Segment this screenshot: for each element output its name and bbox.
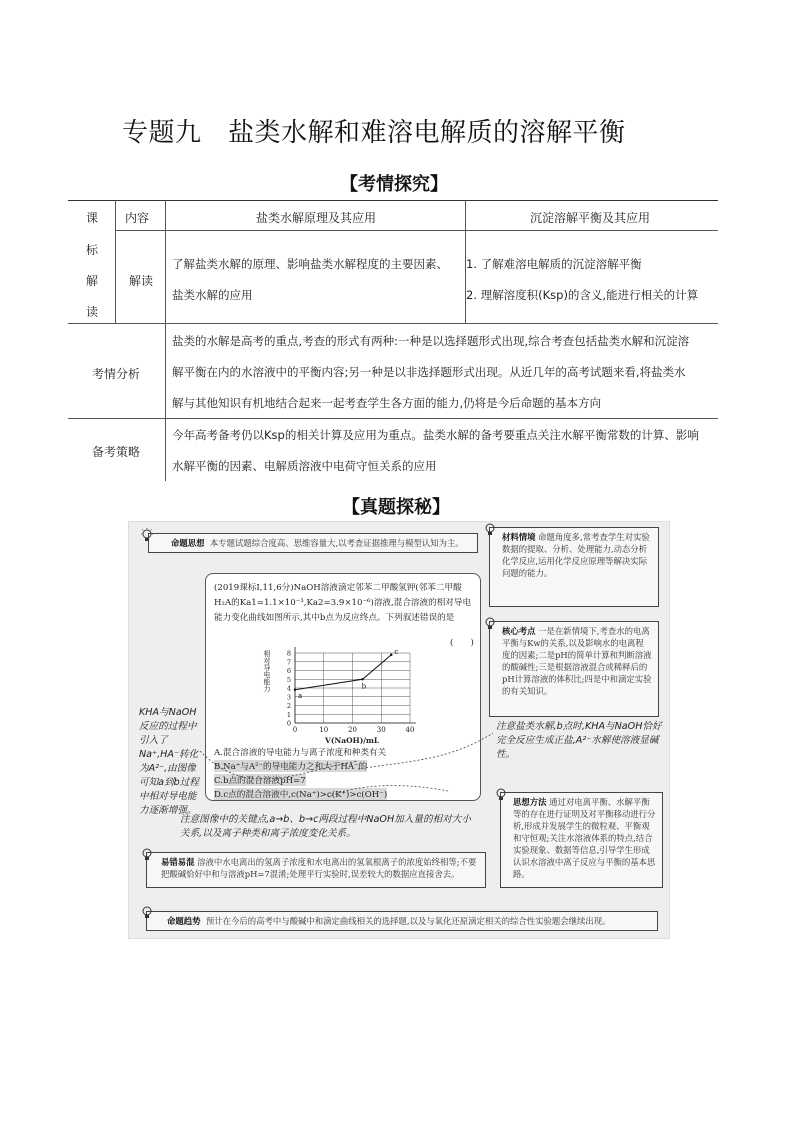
table-row-jiedu: 解读 — [129, 274, 154, 288]
page-title: 专题九 盐类水解和难溶电解质的溶解平衡 — [122, 118, 626, 148]
note-head: 思想方法 — [513, 797, 547, 807]
chart-x-tick-label: 40 — [405, 726, 415, 734]
note-head: 命题思想 — [171, 538, 205, 548]
option-d: D.c点的混合溶液中,c(Na⁺)>c(K⁺)>c(OH⁻) — [214, 790, 388, 800]
chart-x-tick-label: 30 — [376, 726, 386, 734]
note-text: 一是在新情境下,考查水的电离平衡与Kw的关系,以及影响水的电离程度的因素;二是pH的简单计算和判断溶液的酸碱性;三是根据溶液混合或稀释后的pH计算溶液的体积比;四是中和滴定实验的有关知识。 — [502, 626, 652, 696]
chart-y-tick-label: 3 — [286, 693, 291, 702]
jiedu-b-line: 1. 了解难溶电解质的沉淀溶解平衡 — [466, 257, 642, 271]
option-b: B.Na⁺与A²⁻的导电能力之和大于HA⁻的 — [214, 762, 368, 772]
annotation-bottom: 注意图像中的关键点,a→b、b→c两段过程中NaOH加入量的相对大小关系,以及离子种类和离子浓度变化关系。 — [180, 814, 471, 839]
table-header-chendian: 沉淀溶解平衡及其应用 — [530, 211, 651, 225]
option-c: C.b点的混合溶液pH=7 — [214, 776, 306, 786]
question-line: 能力变化曲线如图所示,其中b点为反应终点。下列叙述错误的是 — [214, 613, 455, 623]
strategy-line: 今年高考备考仍以Ksp的相关计算及应用为重点。盐类水解的备考要重点关注水解平衡常数的计算、影响 — [172, 428, 699, 442]
note-text: 本专题试题综合度高、思维容量大,以考查证据推理与模型认知为主。 — [209, 538, 464, 548]
note-yicuo-yihun — [146, 852, 486, 888]
jiedu-a-line: 盐类水解的应用 — [172, 288, 253, 302]
chart-y-tick-label: 8 — [286, 649, 291, 658]
chart-x-tick-label: 10 — [319, 726, 329, 734]
note-mingti-qushi — [146, 911, 658, 931]
chart-y-tick-label: 1 — [286, 710, 291, 719]
note-text: 预计在今后的高考中与酸碱中和滴定曲线相关的选择题,以及与氧化还原滴定相关的综合性实验题会继续出现。 — [205, 916, 611, 926]
chart-y-tick-label: 0 — [286, 719, 291, 728]
annotation-left: KHA与NaOH反应的过程中引入了Na⁺,HA⁻转化为A²⁻,由图像可知a到b过程中相对导电能力逐渐增强。 — [139, 707, 199, 816]
note-text: 溶液中水电离出的氢离子浓度和水电离出的氢氧根离子的浓度始终相等;不要把酸碱恰好中和与溶液pH=7混淆;处理平行实验时,误差较大的数据应直接舍去。 — [161, 857, 477, 879]
chart-y-tick-label: 5 — [286, 675, 291, 684]
note-head: 命题趋势 — [167, 916, 201, 926]
jiedu-b-line: 2. 理解溶度积(Ksp)的含义,能进行相关的计算 — [466, 288, 699, 302]
question-line: 酸氢钾(邻苯二甲酸H₂A的Ka1=1.1×10⁻³,Ka2=3.9×10⁻⁶)溶液,混合溶液的相对导电 — [214, 583, 472, 608]
note-text: 通过对电离平衡、水解平衡等的存在进行证明及对平衡移动进行分析,形成并发展学生的微粒观、平衡观和守恒观;关注水溶液体系的特点,结合实验现象、数据等信息,引导学生形成认识水溶液中离子反应与平衡的基本思路。 — [513, 797, 656, 879]
chart-point-label: a — [298, 691, 303, 700]
strategy-label: 备考策略 — [92, 445, 141, 459]
table-line — [165, 200, 166, 481]
question-bracket: ( ) — [450, 638, 474, 648]
analysis-line: 盐类的水解是高考的重点,考查的形式有两种:一种是以选择题形式出现,综合考查包括盐类水解和沉淀溶 — [172, 334, 690, 348]
table-header-neirong: 内容 — [125, 211, 150, 225]
note-head: 材料情境 — [502, 532, 536, 542]
option-a: A.混合溶液的导电能力与离子浓度和种类有关 — [214, 748, 387, 758]
section-heading-kaoqing: 【考情探究】 — [340, 174, 448, 195]
chart-y-tick-label: 6 — [286, 667, 291, 675]
chart-y-tick-label: 4 — [286, 684, 291, 693]
chart-point-label: b — [361, 682, 367, 691]
chart-xlabel: V(NaOH)/mL — [325, 736, 380, 745]
note-head: 核心考点 — [502, 626, 536, 636]
jiedu-a-line: 了解盐类水解的原理、影响盐类水解程度的主要因素、 — [172, 257, 448, 271]
chart-point-label: c — [394, 647, 399, 656]
table-side-label: 读 — [86, 305, 99, 319]
note-head: 易错易混 — [161, 857, 195, 867]
analysis-line: 解与其他知识有机地结合起来一起考查学生各方面的能力,仍将是今后命题的基本方向 — [172, 396, 602, 410]
chart-ylabel: 相对导电能力 — [263, 650, 271, 692]
table-side-label: 解 — [86, 274, 99, 288]
table-line — [115, 230, 718, 231]
lightbulb-icon — [140, 905, 154, 919]
chart-y-tick-label: 7 — [286, 658, 291, 667]
analysis-line: 解平衡在内的水溶液中的平衡内容;另一种是以非选择题形式出现。从近几年的高考试题来看,将盐类水 — [172, 365, 686, 379]
chart-x-tick-label: 20 — [348, 726, 357, 734]
table-side-label: 标 — [86, 243, 99, 257]
lightbulb-icon — [140, 847, 154, 861]
note-text: 命题角度多,常考查学生对实验数据的提取、分析、处理能力,动态分析化学反应,运用化学反应原理等解决实际问题的能力。 — [502, 532, 650, 578]
section-heading-zhenti: 【真题探秘】 — [342, 497, 450, 518]
analysis-label: 考情分析 — [92, 367, 141, 381]
chart-x-tick-label: 0 — [292, 726, 298, 734]
table-header-ke: 课 — [86, 211, 99, 225]
strategy-line: 水解平衡的因素、电解质溶液中电荷守恒关系的应用 — [172, 459, 437, 473]
table-header-yanlei: 盐类水解原理及其应用 — [256, 211, 377, 225]
annotation-right: 注意盐类水解,b点时,KHA与NaOH恰好完全反应生成正盐,A²⁻水解使溶液显碱性。 — [496, 721, 662, 760]
chart-y-tick-label: 2 — [286, 702, 291, 710]
question-line: (2019课标Ⅰ,11,6分)NaOH溶液滴定邻苯二甲 — [214, 583, 390, 593]
table-line — [115, 200, 116, 323]
